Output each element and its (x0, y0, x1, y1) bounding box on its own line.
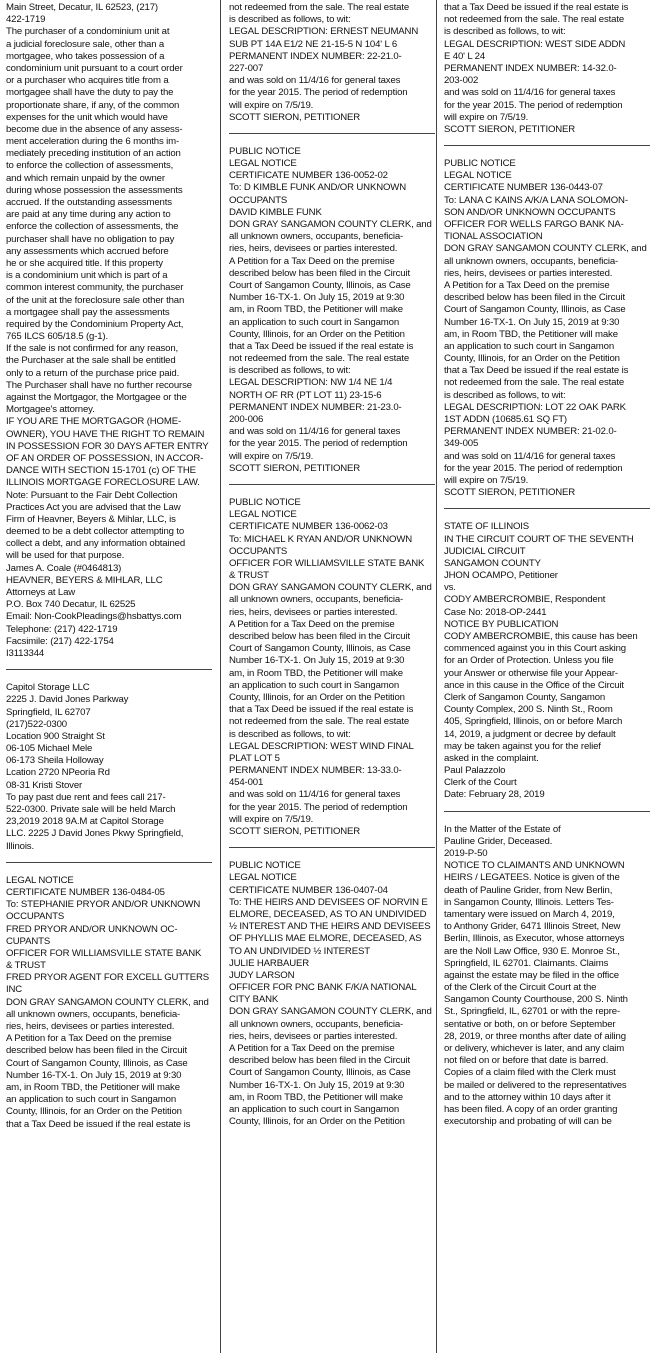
notice-text-line: P.O. Box 740 Decatur, IL 62525 (6, 599, 136, 611)
notice-text-line: 1ST ADDN (10685.61 SQ FT) (444, 414, 567, 425)
notice-text-line: County, Illinois, for an Order on the Petition (229, 328, 405, 340)
notice-text-line: CITY BANK (229, 994, 279, 1006)
notice-text-line: LEGAL DESCRIPTION: ERNEST NEUMANN (229, 26, 419, 38)
legal-notice (229, 2, 436, 124)
notice-text-line: The purchaser of a condominium unit at (6, 26, 170, 38)
notice-text-line: SON AND/OR UNKNOWN OCCUPANTS (444, 206, 616, 218)
notice-text-line: NOTICE BY PUBLICATION (444, 618, 559, 630)
notice-text-line: Telephone: (217) 422-1719 (6, 623, 118, 635)
notice-text-line: Note: Pursuant to the Fair Debt Collection (6, 489, 178, 501)
notice-text-line: CUPANTS (6, 935, 51, 947)
notice-text-line: am, in Room TBD, the Petitioner will make (229, 1091, 403, 1103)
notice-text-line: CERTIFICATE NUMBER 136-0052-02 (229, 170, 388, 182)
notice-text-line: vs. (444, 582, 456, 594)
notice-text-line: 23,2019 2018 9A.M at Capitol Storage (6, 816, 164, 828)
notice-text-line: 454-001 (229, 777, 264, 789)
notice-text-line: Springfield, IL 62707 (6, 706, 91, 718)
notice-text-line: he or she acquired title. If this property (6, 257, 163, 269)
notice-text-line: a mortgagee shall pay the assessments (6, 306, 170, 318)
notice-text-line: Court of Sangamon County, Illinois, as Case (229, 643, 411, 655)
notice-text-line: LEGAL DESCRIPTION: WEST WIND FINAL (229, 740, 414, 752)
notice-text-line: Number 16-TX-1. On July 15, 2019 at 9:30 (229, 1079, 405, 1091)
notice-text-line: death of Pauline Grider, from New Berlin, (444, 884, 613, 896)
notice-text-line: that a Tax Deed be issued if the real estate is (6, 1118, 191, 1130)
notice-text-line: Practices Act you are advised that the Law (6, 501, 181, 513)
notice-text-line: PLAT LOT 5 (229, 752, 280, 764)
notice-text-line: Number 16-TX-1. On July 15, 2019 at 9:30 (6, 1069, 182, 1081)
notice-text-line: FRED PRYOR AND/OR UNKNOWN OC- (6, 923, 178, 935)
notice-text-line: only to a return of the purchase price paid. (6, 367, 180, 379)
notice-text-line: I3113344 (6, 647, 45, 659)
column-divider (220, 0, 221, 1353)
notice-text-line: JUDICIAL CIRCUIT (444, 545, 526, 557)
notice-text-line: mortgagee shall have the duty to pay the (6, 87, 174, 99)
notice-text-line: and which remain unpaid by the owner (6, 172, 165, 184)
notice-text-line: an application to such court in Sangamon (229, 316, 399, 328)
notice-text-line: Court of Sangamon County, Illinois, as Case (444, 304, 626, 316)
legal-notice (444, 158, 651, 499)
notice-text-line: SCOTT SIERON, PETITIONER (229, 462, 361, 474)
notice-text-line: tamentary were issued on March 4, 2019, (444, 908, 615, 920)
notice-text-line: County, Illinois, for an Order on the Petition (229, 691, 405, 703)
notice-text-line: 06-105 Michael Mele (6, 743, 93, 755)
notice-text-line: CERTIFICATE NUMBER 136-0484-05 (6, 886, 165, 898)
notice-text-line: Case No: 2018-OP-2441 (444, 606, 547, 618)
notice-text-line: PERMANENT INDEX NUMBER: 21-23.0- (229, 401, 402, 413)
notice-text-line: A Petition for a Tax Deed on the premise (444, 279, 610, 291)
notice-text-line: IN THE CIRCUIT COURT OF THE SEVENTH (444, 533, 634, 545)
notice-text-line: is described as follows, to wit: (444, 389, 566, 401)
notice-text-line: OFFICER FOR PNC BANK F/K/A NATIONAL (229, 982, 417, 994)
notice-text-line: of the unit at the foreclosure sale other than (6, 294, 185, 306)
notice-text-line: all unknown owners, occupants, beneficia- (229, 1018, 404, 1030)
notice-text-line: LEGAL NOTICE (229, 158, 297, 170)
notice-text-line: Email: Non-CookPleadings@hsbattys.com (6, 611, 182, 623)
notice-text-line: PERMANENT INDEX NUMBER: 21-02.0- (444, 426, 617, 438)
notice-text-line: 522-0300. Private sale will be held March (6, 804, 176, 815)
notice-text-line: OF PHYLLIS MAE ELMORE, DECEASED, AS (229, 933, 422, 945)
notice-separator (444, 145, 650, 146)
notice-text-line: not redeemed from the sale. The real estate (444, 377, 625, 389)
notice-text-line: LEGAL DESCRIPTION: LOT 22 OAK PARK (444, 401, 626, 413)
notice-text-line: ance in this cause in the Office of the Circuit (444, 679, 624, 691)
legal-notice (6, 682, 213, 853)
notice-text-line: FRED PRYOR AGENT FOR EXCELL GUTTERS (6, 972, 210, 984)
notice-text-line: CERTIFICATE NUMBER 136-0443-07 (444, 182, 603, 194)
notice-text-line: Mortgagee's attorney. (6, 404, 95, 416)
notice-text-line: HEAVNER, BEYERS & MIHLAR, LLC (6, 574, 163, 586)
notice-text-line: ½ INTEREST AND THE HEIRS AND DEVISEES (229, 921, 431, 933)
legal-notice (6, 875, 213, 1131)
notice-text-line: LEGAL NOTICE (444, 170, 512, 182)
notice-text-line: 349-005 (444, 438, 479, 450)
notice-text-line: Number 16-TX-1. On July 15, 2019 at 9:30 (229, 292, 405, 304)
notice-text-line: for the year 2015. The period of redemption (444, 462, 623, 474)
notice-text-line: not redeemed from the sale. The real estate (229, 716, 410, 728)
notice-text-line: To: STEPHANIE PRYOR AND/OR UNKNOWN (6, 899, 201, 911)
notice-text-line: asked in the complaint. (444, 752, 539, 764)
notice-text-line: IF YOU ARE THE MORTGAGOR (HOME- (6, 416, 181, 428)
notice-text-line: CODY AMBERCROMBIE, Respondent (444, 594, 606, 606)
notice-text-line: will expire on 7/5/19. (444, 111, 529, 123)
notice-text-line: To pay past due rent and fees call 217- (6, 791, 166, 803)
notice-text-line: be mailed or delivered to the representatives (444, 1079, 627, 1091)
notice-text-line: To: MICHAEL K RYAN AND/OR UNKNOWN (229, 533, 413, 545)
notice-text-line: am, in Room TBD, the Petitioner will make (229, 667, 403, 679)
notice-text-line: 203-002 (444, 75, 479, 87)
notice-text-line: Copies of a claim filed with the Clerk must (444, 1067, 616, 1079)
notice-text-line: James A. Coale (#0464813) (6, 562, 122, 574)
notice-separator (229, 484, 435, 485)
legal-notice (444, 824, 651, 1129)
notice-text-line: A Petition for a Tax Deed on the premise (6, 1033, 172, 1045)
notice-text-line: accrued. If the outstanding assessments (6, 197, 172, 208)
notice-text-line: DON GRAY SANGAMON COUNTY CLERK, and (444, 243, 647, 255)
notice-text-line: 765 ILCS 605/18.5 (g-1). (6, 331, 108, 343)
notice-text-line: & TRUST (229, 570, 269, 582)
notice-text-line: ment acceleration during the 6 months im- (6, 136, 180, 148)
legal-notice (229, 860, 436, 1128)
notice-text-line: County, Illinois, for an Order on the Petition (6, 1106, 182, 1118)
notice-text-line: In the Matter of the Estate of (444, 823, 561, 835)
notice-text-line: The Purchaser shall have no further recourse (6, 379, 192, 391)
notice-text-line: NORTH OF RR (PT LOT 11) 23-15-6 (229, 389, 382, 401)
notice-text-line: DON GRAY SANGAMON COUNTY CLERK, and (229, 1006, 432, 1018)
notice-text-line: and was sold on 11/4/16 for general taxes (229, 789, 401, 801)
notice-text-line: JHON OCAMPO, Petitioner (444, 570, 558, 582)
notice-text-line: are paid at any time during any action to (6, 209, 171, 221)
notice-text-line: A Petition for a Tax Deed on the premise (229, 618, 395, 630)
legal-notice (444, 2, 651, 136)
notice-text-line: expenses for the unit which would have (6, 111, 168, 123)
notice-text-line: Berlin, Illinois, as Executor, whose attorneys (444, 933, 625, 945)
notice-text-line: is a condominium unit which is part of a (6, 270, 168, 282)
notice-text-line: JULIE HARBAUER (229, 957, 309, 969)
notice-text-line: A Petition for a Tax Deed on the premise (229, 1043, 395, 1054)
notice-text-line: County Complex, 200 S. Ninth St., Room (444, 704, 613, 716)
notice-text-line: will expire on 7/5/19. (229, 813, 314, 825)
notice-text-line: proportionate share, if any, of the common (6, 99, 180, 111)
notice-text-line: of the Clerk of the Circuit Court at the (444, 982, 597, 994)
notice-text-line: Date: February 28, 2019 (444, 789, 545, 801)
notice-text-line: Facsimile: (217) 422-1754 (6, 635, 114, 647)
notice-text-line: SCOTT SIERON, PETITIONER (444, 123, 576, 135)
notice-text-line: for the year 2015. The period of redemption (444, 99, 623, 111)
notice-text-line: PERMANENT INDEX NUMBER: 22-21.0- (229, 50, 402, 62)
notice-text-line: IN POSSESSION FOR 30 DAYS AFTER ENTRY (6, 440, 209, 452)
notice-text-line: is described as follows, to wit: (444, 26, 566, 38)
notice-text-line: ries, heirs, devisees or parties interested. (229, 606, 398, 618)
notice-text-line: CERTIFICATE NUMBER 136-0062-03 (229, 521, 388, 533)
notice-text-line: 405, Springfield, Illinois, on or before March (444, 716, 623, 728)
notice-text-line: has been filed. A copy of an order granting (444, 1103, 618, 1115)
notice-text-line: am, in Room TBD, the Petitioner will make (6, 1081, 180, 1093)
notice-text-line: PUBLIC NOTICE (229, 860, 301, 872)
notice-text-line: OCCUPANTS (6, 911, 65, 923)
notice-text-line: Paul Palazzolo (444, 765, 506, 777)
notice-text-line: SANGAMON COUNTY (444, 557, 541, 569)
notice-text-line: LEGAL NOTICE (6, 874, 74, 886)
notice-text-line: not redeemed from the sale. The real estate (229, 353, 410, 365)
notice-separator (444, 508, 650, 509)
notice-text-line: ries, heirs, devisees or parties interested. (6, 1021, 175, 1032)
notice-text-line: enforce the collection of assessments, the (6, 221, 179, 233)
notice-text-line: Attorneys at Law (6, 587, 76, 598)
notice-text-line: collect a debt, and any information obtained (6, 538, 186, 550)
notice-text-line: County, Illinois, for an Order on the Petition (229, 1116, 405, 1128)
notice-text-line: OFFICER FOR WILLIAMSVILLE STATE BANK (229, 557, 425, 569)
notice-text-line: St., Springfield, IL, 62701 or with the repre- (444, 1006, 621, 1018)
notice-text-line: commenced against you in this Court asking (444, 643, 626, 655)
notice-text-line: to Anthony Grider, 6471 Illinois Street, New (444, 921, 621, 933)
notice-text-line: If the sale is not confirmed for any reason, (6, 343, 179, 355)
notice-separator (6, 862, 212, 863)
notice-text-line: OCCUPANTS (229, 545, 288, 557)
notice-text-line: are the Noll Law Office, 930 E. Monroe St., (444, 945, 620, 957)
notice-text-line: described below has been filed in the Circuit (229, 631, 410, 642)
notice-text-line: and was sold on 11/4/16 for general taxes (229, 75, 401, 87)
notice-text-line: SUB PT 14A E1/2 NE 21-15-5 N 104' L 6 (229, 38, 398, 50)
notice-text-line: 227-007 (229, 62, 264, 74)
notice-separator (229, 847, 435, 848)
notice-text-line: NOTICE TO CLAIMANTS AND UNKNOWN (444, 860, 625, 872)
notice-text-line: Number 16-TX-1. On July 15, 2019 at 9:30 (444, 316, 620, 328)
legal-notice (444, 521, 651, 801)
notice-column-2 (229, 2, 436, 1353)
notice-text-line: an application to such court in Sangamon (444, 340, 614, 352)
notice-text-line: will expire on 7/5/19. (229, 99, 314, 111)
notice-text-line: DAVID KIMBLE FUNK (229, 206, 322, 218)
notice-text-line: mortgagee, who takes possession of a (6, 50, 165, 62)
notice-text-line: in Sangamon County, Illinois. Letters Tes- (444, 896, 614, 908)
notice-text-line: or delivery, whichever is later, and any claim (444, 1043, 625, 1054)
notice-text-line: ries, heirs, devisees or parties interested. (444, 267, 613, 279)
notice-text-line: for the year 2015. The period of redemption (229, 87, 408, 99)
notice-text-line: described below has been filed in the Circuit (229, 267, 410, 279)
notice-text-line: common interest community, the purchaser (6, 282, 184, 294)
notice-text-line: & TRUST (6, 960, 46, 972)
notice-text-line: 2019-P-50 (444, 848, 488, 859)
notice-text-line: Court of Sangamon County, Illinois, as Case (6, 1057, 188, 1069)
notice-text-line: OF AN ORDER OF POSSESSION, IN ACCOR- (6, 452, 204, 464)
notice-text-line: LEGAL DESCRIPTION: NW 1/4 NE 1/4 (229, 377, 393, 389)
notice-text-line: OWNER), YOU HAVE THE RIGHT TO REMAIN (6, 428, 205, 440)
notice-text-line: HEIRS / LEGATEES. Notice is given of the (444, 872, 620, 884)
notice-text-line: an application to such court in Sangamon (229, 1103, 399, 1115)
notice-text-line: INC (6, 984, 23, 996)
notice-text-line: Capitol Storage LLC (6, 682, 90, 694)
notice-text-line: and was sold on 11/4/16 for general taxes (444, 450, 616, 462)
notice-text-line: your Answer or otherwise file your Appear- (444, 667, 618, 679)
notice-text-line: E 40' L 24 (444, 50, 486, 62)
notice-text-line: 08-31 Kristi Stover (6, 779, 83, 791)
notice-text-line: (217)522-0300 (6, 718, 67, 730)
notice-text-line: 2225 J. David Jones Parkway (6, 694, 129, 706)
notice-text-line: 200-006 (229, 414, 264, 425)
notice-text-line: will be used for that purpose. (6, 550, 125, 562)
notice-text-line: any assessments which accrued before (6, 245, 169, 257)
notice-text-line: not redeemed from the sale. The real estate (229, 2, 410, 13)
notice-text-line: Clerk of Sangamon County, Sangamon (444, 691, 606, 703)
notice-text-line: LLC. 2225 J David Jones Pkwy Springfield, (6, 828, 184, 840)
notice-text-line: all unknown owners, occupants, beneficia- (229, 594, 404, 606)
notice-text-line: that a Tax Deed be issued if the real estate is (229, 704, 414, 716)
notice-text-line: will expire on 7/5/19. (229, 450, 314, 462)
notice-text-line: LEGAL NOTICE (229, 872, 297, 884)
notice-text-line: is described as follows, to wit: (229, 14, 351, 26)
notice-text-line: Location 900 Straight St (6, 730, 105, 742)
notice-text-line: Court of Sangamon County, Illinois, as Case (229, 1067, 411, 1079)
notice-text-line: County, Illinois, for an Order on the Petition (444, 353, 620, 365)
notice-text-line: for the year 2015. The period of redemption (229, 801, 408, 813)
notice-text-line: ries, heirs, devisees or parties interested. (229, 1030, 398, 1042)
notice-text-line: am, in Room TBD, the Petitioner will make (229, 304, 403, 316)
notice-text-line: ILLINOIS MORTGAGE FORECLOSURE LAW. (6, 477, 200, 489)
notice-text-line: deemed to be a debt collector attempting to (6, 526, 185, 538)
notice-text-line: To: D KIMBLE FUNK AND/OR UNKNOWN (229, 182, 406, 194)
notice-text-line: that a Tax Deed be issued if the real estate is (444, 365, 629, 377)
notice-text-line: LEGAL DESCRIPTION: WEST SIDE ADDN (444, 38, 626, 50)
notice-text-line: described below has been filed in the Circuit (229, 1055, 410, 1067)
notice-text-line: PERMANENT INDEX NUMBER: 14-32.0- (444, 62, 617, 74)
notice-text-line: against the Mortgagor, the Mortgagee or the (6, 392, 187, 403)
notice-text-line: STATE OF ILLINOIS (444, 521, 530, 533)
notice-text-line: Lcation 2720 NPeoria Rd (6, 767, 110, 779)
notice-text-line: may be taken against you for the relief (444, 740, 601, 752)
notice-separator (229, 133, 435, 134)
notice-text-line: a judicial foreclosure sale, other than a (6, 38, 165, 50)
notice-text-line: Pauline Grider, Deceased. (444, 835, 553, 847)
notice-text-line: TIONAL ASSOCIATION (444, 231, 543, 243)
legal-notice (229, 497, 436, 838)
notice-text-line: SCOTT SIERON, PETITIONER (229, 111, 361, 123)
notice-text-line: 28, 2019, or three months after date of ailing (444, 1030, 626, 1042)
notice-text-line: am, in Room TBD, the Petitioner will make (444, 328, 618, 340)
notice-text-line: DANCE WITH SECTION 15-1701 (c) OF THE (6, 465, 196, 477)
notice-text-line: become due in the absence of any assess- (6, 123, 183, 135)
notice-text-line: required by the Condominium Property Act, (6, 318, 184, 330)
notice-text-line: OFFICER FOR WELLS FARGO BANK NA- (444, 219, 624, 230)
notice-text-line: the Purchaser at the sale shall be entitled (6, 355, 176, 367)
notice-text-line: not filed on or before that date is barred. (444, 1055, 609, 1067)
notice-separator (444, 811, 650, 812)
notice-text-line: PUBLIC NOTICE (444, 158, 516, 170)
notice-text-line: Springfield, IL 62701. Claimants. Claims (444, 957, 609, 969)
notice-text-line: ELMORE, DECEASED, AS TO AN UNDIVIDED (229, 908, 427, 920)
legal-notice (229, 146, 436, 475)
notice-text-line: Sangamon County Courthouse, 200 S. Ninth (444, 994, 628, 1006)
notice-text-line: and was sold on 11/4/16 for general taxes (444, 87, 616, 99)
notice-text-line: sentative or both, on or before September (444, 1018, 616, 1030)
notice-text-line: LEGAL NOTICE (229, 509, 297, 521)
notice-text-line: is described as follows, to wit: (229, 365, 351, 377)
notice-text-line: 14, 2019, a judgment or decree by default (444, 728, 616, 740)
notice-text-line: an application to such court in Sangamon (6, 1094, 176, 1106)
notice-text-line: for the year 2015. The period of redemption (229, 438, 408, 450)
notice-text-line: not redeemed from the sale. The real estate (444, 14, 625, 26)
notice-text-line: for an Order of Protection. Unless you file (444, 655, 614, 667)
notice-text-line: To: LANA C KAINS A/K/A LANA SOLOMON- (444, 194, 628, 206)
notice-text-line: 06-173 Sheila Holloway (6, 755, 104, 767)
notice-text-line: 422-1719 (6, 14, 46, 26)
notice-text-line: JUDY LARSON (229, 969, 295, 981)
notice-text-line: executorship and probating of will can be (444, 1116, 612, 1128)
notice-text-line: during whose possession the assessments (6, 184, 183, 196)
notice-text-line: OCCUPANTS (229, 194, 288, 206)
notice-text-line: CODY AMBERCROMBIE, this cause has been (444, 631, 638, 642)
notice-column-1 (6, 2, 213, 1353)
notice-text-line: Clerk of the Court (444, 777, 517, 789)
notice-text-line: ries, heirs, devisees or parties interested. (229, 243, 398, 255)
notice-text-line: CERTIFICATE NUMBER 136-0407-04 (229, 884, 388, 896)
notice-text-line: and to the attorney within 10 days after it (444, 1091, 611, 1103)
notice-text-line: will expire on 7/5/19. (444, 474, 529, 486)
notice-text-line: Number 16-TX-1. On July 15, 2019 at 9:30 (229, 655, 405, 667)
notice-text-line: A Petition for a Tax Deed on the premise (229, 255, 395, 267)
notice-text-line: an application to such court in Sangamon (229, 679, 399, 691)
notice-text-line: purchaser shall have no obligation to pay (6, 233, 175, 245)
notice-text-line: SCOTT SIERON, PETITIONER (444, 487, 576, 499)
notice-text-line: Main Street, Decatur, IL 62523, (217) (6, 2, 158, 13)
notice-text-line: all unknown owners, occupants, beneficia- (6, 1008, 181, 1020)
notice-text-line: to enforce the collection of assessments, (6, 160, 174, 172)
notice-text-line: mediately preceding institution of an action (6, 148, 181, 160)
notice-text-line: TO AN UNDIVIDED ½ INTEREST (229, 945, 370, 957)
notice-text-line: that a Tax Deed be issued if the real estate is (444, 2, 629, 13)
notice-text-line: OFFICER FOR WILLIAMSVILLE STATE BANK (6, 947, 202, 959)
notice-text-line: is described as follows, to wit: (229, 728, 351, 740)
notice-separator (6, 669, 212, 670)
notice-column-3 (444, 2, 651, 1353)
notice-text-line: or a purchaser who acquires title from a (6, 75, 169, 87)
legal-notice (6, 2, 213, 660)
notice-text-line: described below has been filed in the Circuit (444, 292, 625, 304)
notice-text-line: against the estate may be filed in the office (444, 969, 619, 981)
notice-text-line: all unknown owners, occupants, beneficia- (444, 255, 619, 267)
notice-text-line: SCOTT SIERON, PETITIONER (229, 826, 361, 837)
notice-text-line: To: THE HEIRS AND DEVISEES OF NORVIN E (229, 896, 428, 908)
notice-text-line: PUBLIC NOTICE (229, 496, 301, 508)
notice-text-line: PUBLIC NOTICE (229, 145, 301, 157)
notice-text-line: that a Tax Deed be issued if the real estate is (229, 340, 414, 352)
notice-text-line: condominium unit pursuant to a court order (6, 62, 183, 74)
notice-text-line: Court of Sangamon County, Illinois, as Case (229, 279, 411, 291)
column-divider (436, 0, 437, 1353)
notice-text-line: all unknown owners, occupants, beneficia- (229, 231, 404, 243)
notice-text-line: PERMANENT INDEX NUMBER: 13-33.0- (229, 765, 402, 777)
notice-text-line: described below has been filed in the Circuit (6, 1045, 187, 1057)
notice-text-line: DON GRAY SANGAMON COUNTY CLERK, and (229, 219, 432, 230)
notice-text-line: Firm of Heavner, Beyers & Mihlar, LLC, is (6, 513, 176, 525)
notice-text-line: DON GRAY SANGAMON COUNTY CLERK, and (229, 582, 432, 594)
notice-text-line: and was sold on 11/4/16 for general taxes (229, 426, 401, 438)
notice-text-line: DON GRAY SANGAMON COUNTY CLERK, and (6, 996, 209, 1008)
notice-text-line: Illinois. (6, 840, 34, 852)
